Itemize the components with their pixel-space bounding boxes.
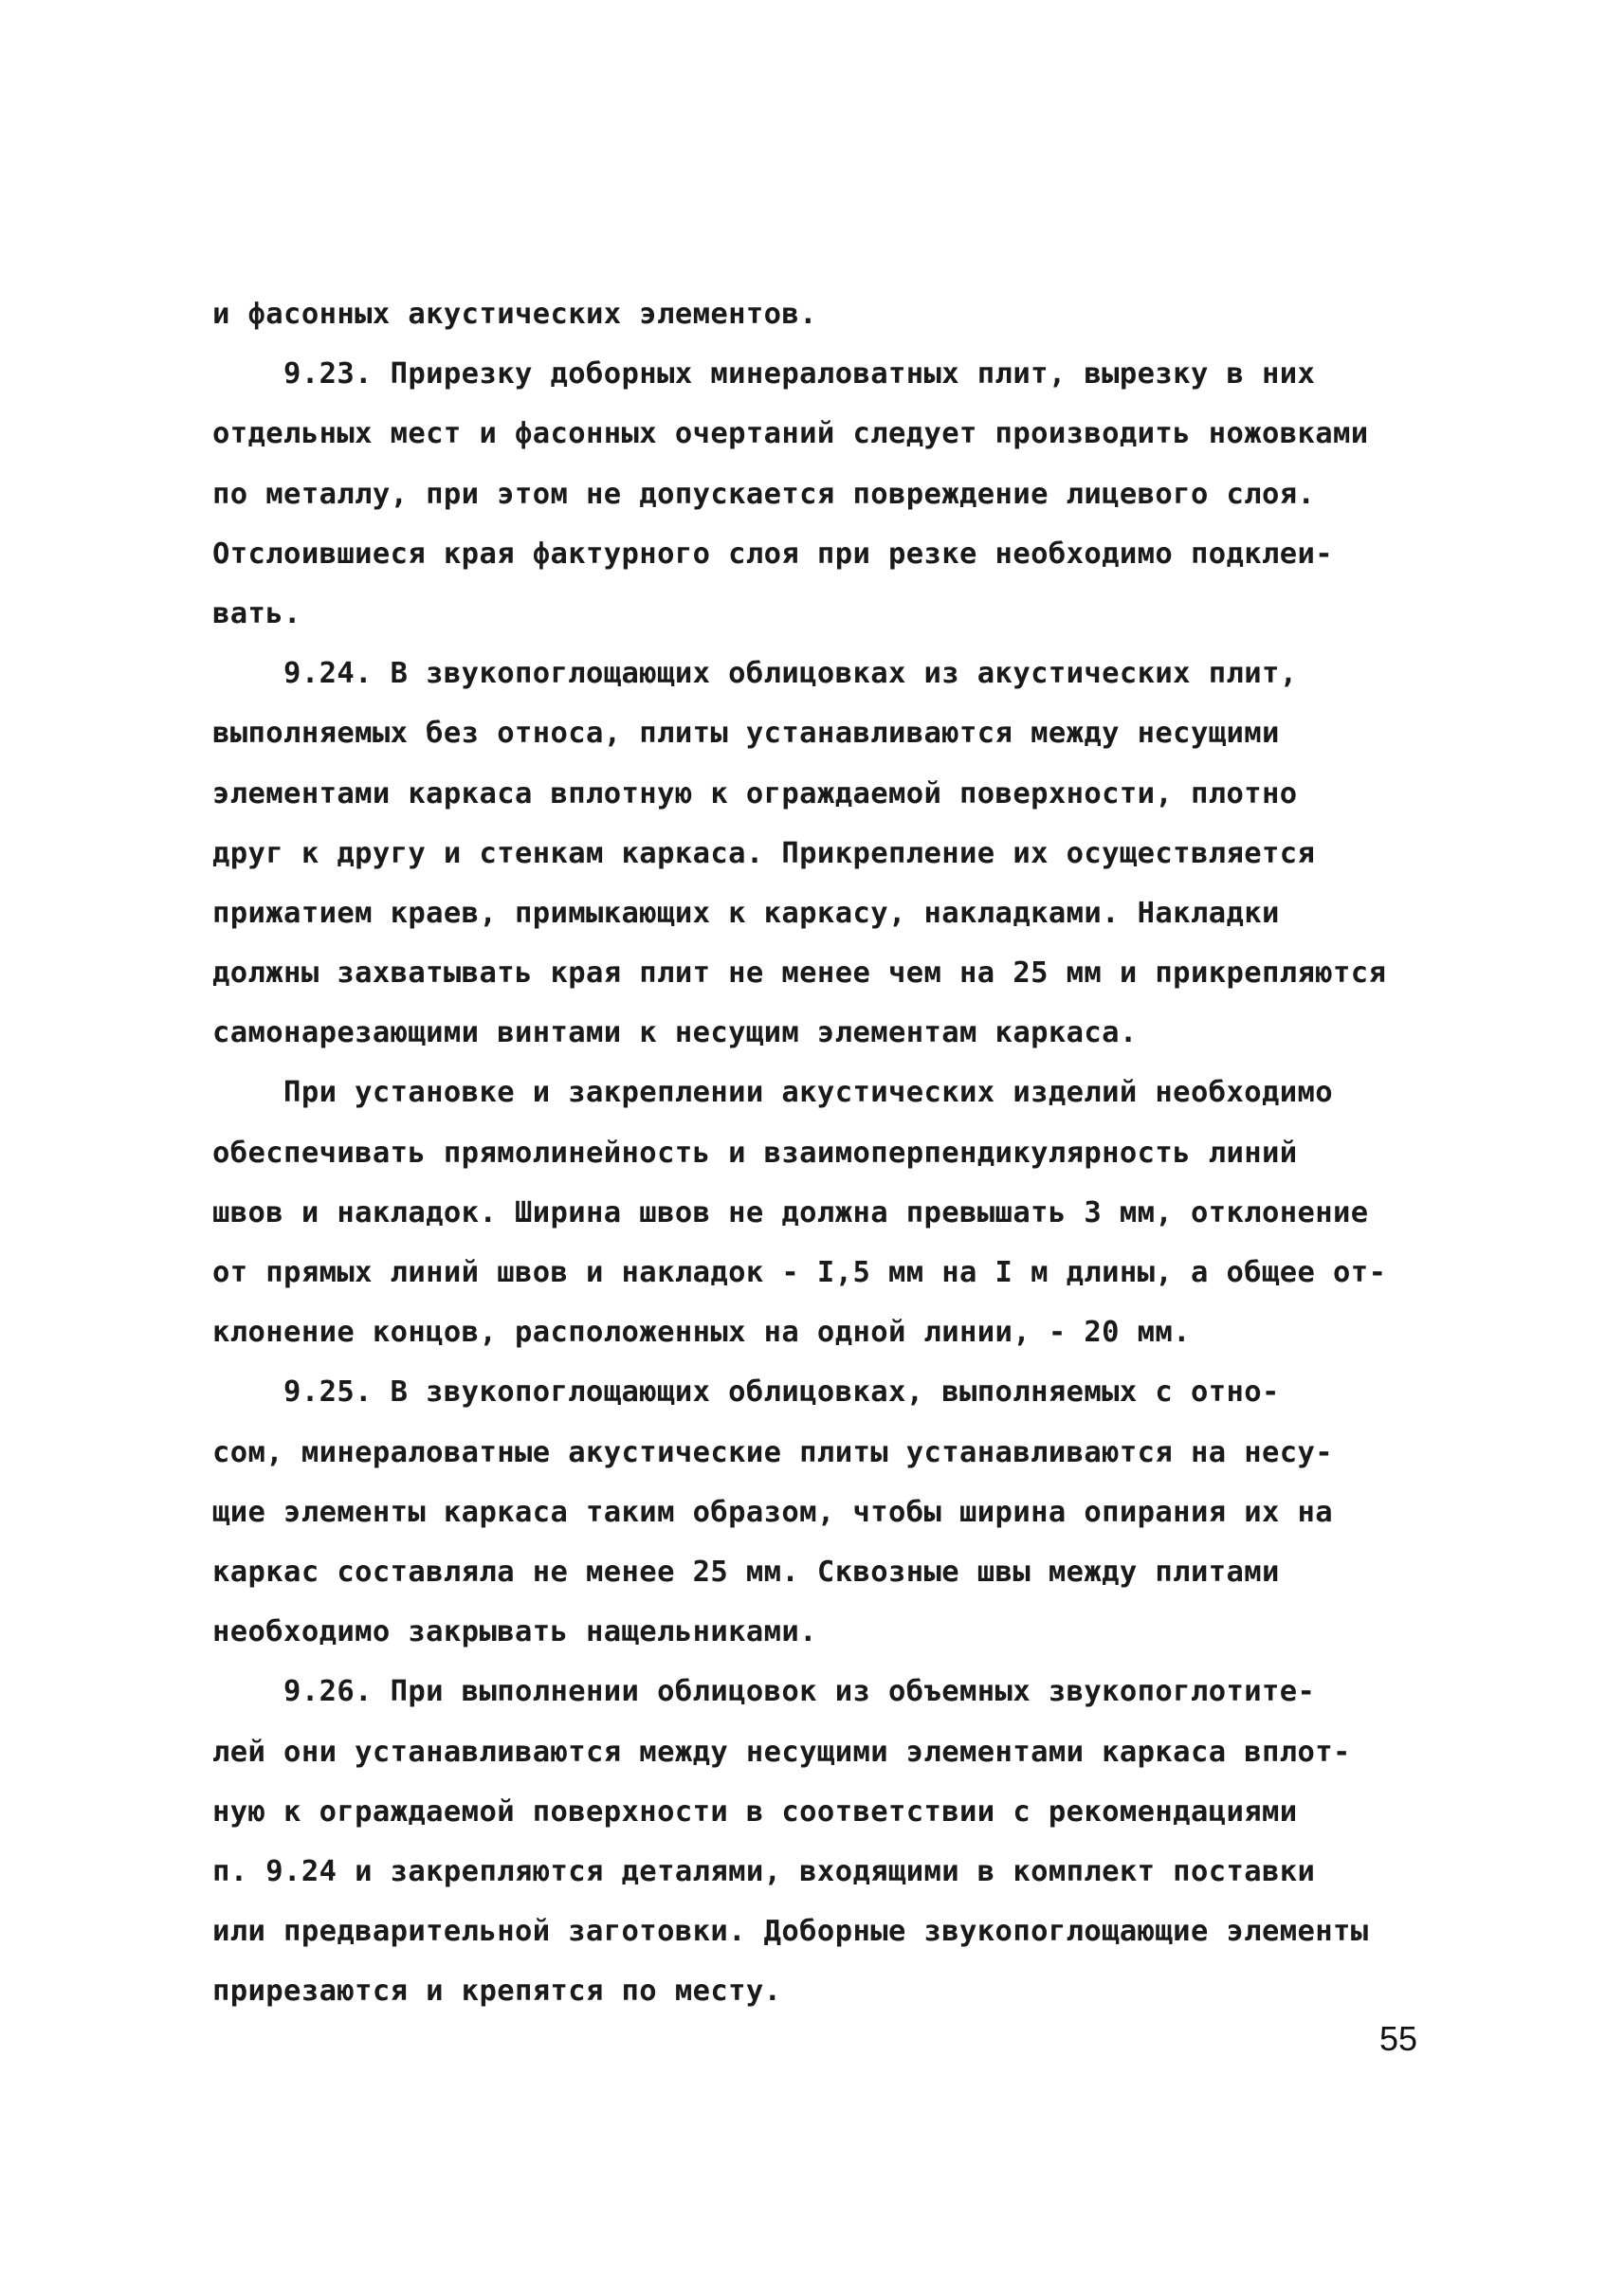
text-line: самонарезающими винтами к несущим элементам каркаса. (212, 1016, 1138, 1050)
text-line: прижатием краев, примыкающих к каркасу, накладками. Накладки (212, 896, 1280, 930)
text-line: Отслоившиеся края фактурного слоя при резке необходимо подклеи- (212, 537, 1334, 571)
text-line: друг к другу и стенкам каркаса. Прикрепление их осуществляется (212, 836, 1316, 870)
text-line: прирезаются и крепятся по месту. (212, 1975, 782, 2009)
text-line: необходимо закрывать нащельниками. (212, 1615, 817, 1649)
page-number: 55 (1379, 2019, 1418, 2058)
body-text (212, 284, 1483, 2021)
text-line: от прямых линий швов и накладок - I,5 мм на I м длины, а общее от- (212, 1256, 1387, 1289)
text-line: 9.24. В звукопоглощающих облицовках из акустических плит, (212, 657, 1298, 691)
text-line: лей они устанавливаются между несущими элементами каркаса вплот- (212, 1735, 1351, 1769)
text-line: клонение концов, расположенных на одной линии, - 20 мм. (212, 1316, 1191, 1350)
text-line: обеспечивать прямолинейность и взаимоперпендикулярность линий (212, 1136, 1298, 1170)
text-line: и фасонных акустических элементов. (212, 298, 817, 331)
text-line: 9.26. При выполнении облицовок из объемных звукопоглотите- (212, 1675, 1316, 1709)
text-line: должны захватывать края плит не менее чем на 25 мм и прикрепляются (212, 956, 1387, 991)
text-line: п. 9.24 и закрепляются деталями, входящими в комплект поставки (212, 1854, 1316, 1888)
text-line: При установке и закреплении акустических изделий необходимо (212, 1076, 1334, 1110)
text-line: 9.25. В звукопоглощающих облицовках, выполняемых с отно- (212, 1375, 1280, 1410)
text-line: вать. (212, 596, 301, 630)
text-line: ную к ограждаемой поверхности в соответствии с рекомендациями (212, 1794, 1298, 1829)
text-line: 9.23. Прирезку доборных минераловатных плит, вырезку в них (212, 357, 1316, 391)
text-line: сом, минераловатные акустические плиты устанавливаются на несу- (212, 1435, 1334, 1469)
text-line: каркас составляла не менее 25 мм. Сквозные швы между плитами (212, 1555, 1280, 1589)
text-line: по металлу, при этом не допускается повреждение лицевого слоя. (212, 477, 1316, 511)
text-line: выполняемых без относа, плиты устанавливаются между несущими (212, 717, 1280, 751)
text-line: или предварительной заготовки. Доборные звукопоглощающие элементы (212, 1915, 1369, 1949)
text-line: отдельных мест и фасонных очертаний следует производить ножовками (212, 417, 1369, 451)
text-line: элементами каркаса вплотную к ограждаемой поверхности, плотно (212, 776, 1298, 810)
text-line: щие элементы каркаса таким образом, чтобы ширина опирания их на (212, 1495, 1334, 1529)
text-line: швов и накладок. Ширина швов не должна превышать 3 мм, отклонение (212, 1195, 1369, 1229)
